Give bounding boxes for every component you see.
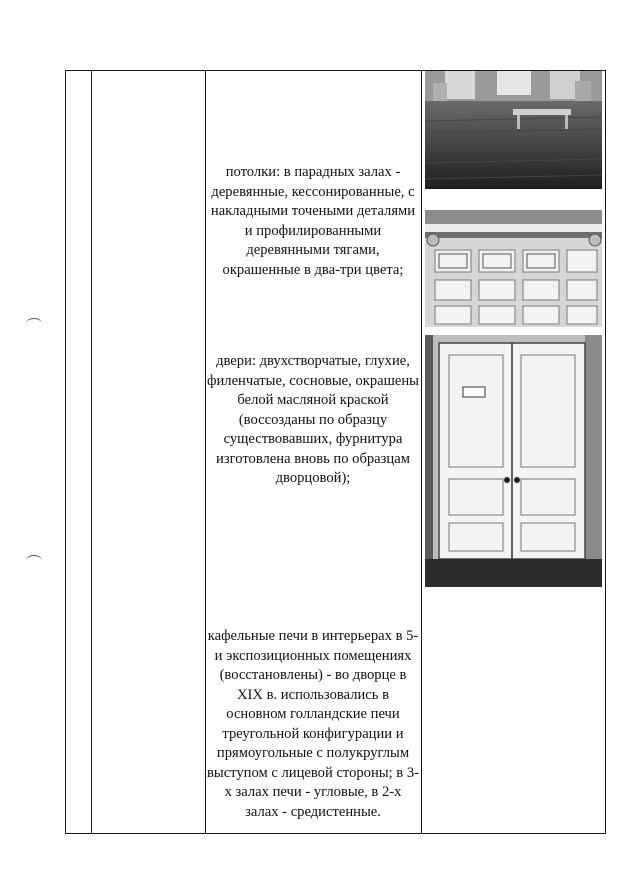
double-door-photo [425,335,602,587]
stoves-description: кафельные печи в интерьерах в 5-и экспозиционных помещениях (восстановлены) - во дворце в XIX в. использовались в основном голландские печи треугольной конфигурации и прямоугольные с полукруглым выступом с лицевой стороны; в 3-х залах печи - угловые, в 2-х залах - средистенные. [207,628,419,820]
scan-artifact-mark [26,555,42,566]
table-bottom-border [65,833,606,834]
table-right-border [605,70,606,834]
scan-artifact-mark [26,318,42,329]
doors-description: двери: двухстворчатые, глухие, филенчатые, сосновые, окрашены белой масляной краской (воссозданы по образцу существовавших, фурнитура изготовлена вновь по образцам дворцовой); [207,353,419,486]
column-divider-3 [421,70,422,834]
hall-interior-photo [425,71,602,189]
column-divider-2 [205,70,206,834]
ceilings-description: потолки: в парадных залах - деревянные, кессонированные, с накладными точеными деталями и профилированными деревянными тягами, окрашенные в два-три цвета; [210,164,416,278]
coffered-ceiling-photo [425,210,602,327]
table-left-border [65,70,66,834]
column-divider-1 [91,70,92,834]
